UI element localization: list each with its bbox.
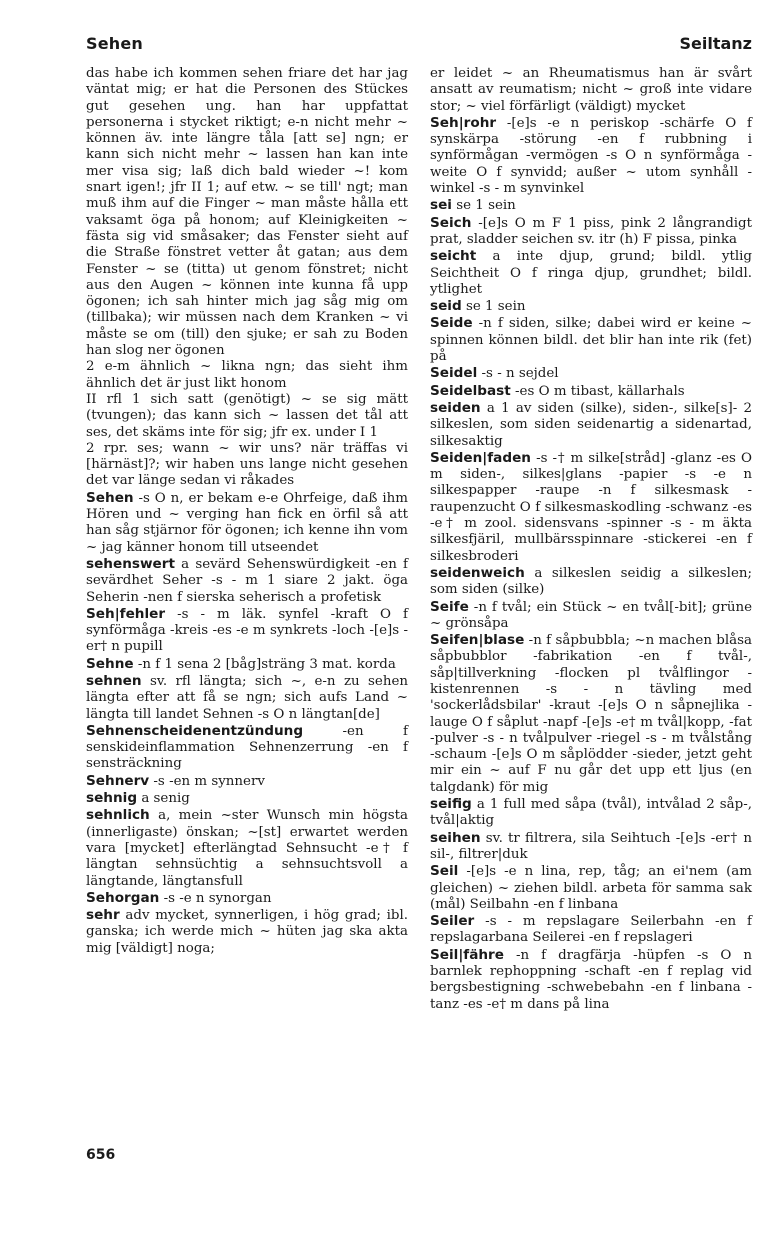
headword: Seh|rohr — [430, 114, 497, 131]
headword: Sehnenscheidenentzündung — [86, 722, 304, 739]
headword: Seh|fehler — [86, 605, 166, 622]
headword: sehenswert — [86, 555, 175, 572]
dictionary-entry — [86, 890, 408, 907]
dictionary-entry — [430, 400, 752, 450]
dictionary-entry — [430, 599, 752, 633]
entry-continuation — [86, 441, 408, 490]
dictionary-entry — [430, 913, 752, 947]
headword: Seiler — [430, 913, 475, 930]
headword: Sehne — [86, 655, 134, 672]
entry-text: -s -e n synorgan — [159, 890, 272, 906]
entry-text: er leidet ~ an Rheumatismus han är svårt ansatt av reumatism; nicht ~ groß inte vidare stor; ~ viel förfärligt (väldigt) mycket — [430, 66, 752, 114]
entry-text: -s - m läk. synfel -kraft O f synförmåga -kreis -es -e m synkrets -loch -[e]s -er† n pupill — [86, 606, 408, 655]
dictionary-entry — [430, 863, 752, 913]
headword: Seidel — [430, 365, 478, 382]
entry-continuation — [86, 66, 408, 359]
dictionary-entry — [86, 656, 408, 673]
headword: seid — [430, 298, 462, 315]
headword: sehnlich — [86, 807, 150, 824]
entry-text: se 1 sein — [451, 198, 516, 214]
dictionary-entry — [86, 490, 408, 556]
headword: Seil|fähre — [430, 946, 504, 963]
running-head-left: Sehen — [86, 34, 144, 53]
entry-text: a silkeslen seidig a silkeslen; som siden (silke) — [430, 565, 752, 598]
headword: seifig — [430, 796, 472, 813]
entry-text: a sevärd Sehenswürdigkeit -en f sevärdhet Seher -s - m 1 siare 2 jakt. öga Seherin -nen f sierska seherisch a profetisk — [86, 556, 408, 605]
entry-text: a inte djup, grund; bildl. ytlig Seichtheit O f ringa djup, grundhet; bildl. ytlighet — [430, 249, 752, 297]
headword: Seil — [430, 863, 459, 880]
entry-text: a 1 av siden (silke), siden-, silke[s]- 2 silkeslen, som siden seidenartig a sidenartad, silkesaktig — [430, 400, 752, 449]
entry-text: 2 rpr. ses; wann ~ wir uns? när träffas vi [härnäst]?; wir haben uns lange nicht gesehen det var länge sedan vi råkades — [86, 440, 408, 489]
headword: Sehnerv — [86, 772, 150, 789]
entry-text: se 1 sein — [461, 299, 526, 315]
dictionary-entry — [430, 450, 752, 565]
dictionary-entry — [86, 790, 408, 807]
entry-text: sv. tr filtrera, sila Seihtuch -[e]s -er† n sil-, filtrer|duk — [430, 830, 752, 862]
headword: seicht — [430, 248, 477, 265]
headword: Sehen — [86, 489, 134, 506]
entry-text: -en f senskideinflammation Sehnenzerrung -en f sensträckning — [86, 723, 408, 772]
entry-continuation — [86, 392, 408, 441]
headword: seiden — [430, 399, 481, 416]
dictionary-entry — [86, 807, 408, 889]
headword: Seidelbast — [430, 382, 511, 399]
entry-text: -n f dragfärja -hüpfen -s O n barnlek rephoppning -schaft -en f replag vid bergsbestigning -schwebebahn -en f linbana -tanz -es -e† m dans på lina — [430, 947, 752, 1012]
entry-text: -n f såpbubbla; ~n machen blåsa såpbubblor -fabrikation -en f tvål-, såp|tillverkning -flocken pl tvålflingor -kistenrennen -s - n tävling med 'sockerlådsbilar' -kraut -[e]s O n såpnejlika -lauge O f såplut -napf -[e]s -e† m tvål|kopp, -fat -pulver -s - n tvålpulver -riegel -s - m tvålstång -schaum -[e]s O m såplödder -sieder, jetzt geht mir ein ~ auf F nu går det upp ett ljus (en talgdank) för mig — [430, 633, 752, 795]
dictionary-entry — [430, 796, 752, 830]
entry-text: -[e]s -e n lina, rep, tåg; an ei'nem (am gleichen) ~ ziehen bildl. arbeta för samma sak (mål) Seilbahn -en f linbana — [430, 864, 752, 912]
headword: Sehorgan — [86, 889, 160, 906]
entry-text: -n f siden, silke; dabei wird er keine ~ spinnen können bildl. det blir han inte rik (fet) på — [430, 316, 752, 365]
dictionary-entry — [430, 315, 752, 365]
dictionary-entry — [430, 248, 752, 298]
headword: seihen — [430, 829, 481, 846]
entry-text: a, mein ~ster Wunsch min högsta (innerligaste) önskan; ~[st] erwartet werden vara [mycket] efterlängtad Sehnsucht -e† f längtan sehnsüchtig a sehnsuchtsvoll a längtande, längtansfull — [86, 808, 408, 889]
entry-text: II rfl 1 sich satt (genötigt) ~ se sig mätt (tvungen); das kann sich ~ lassen det tål att ses, det skäms inte för sig; jfr ex. under I 1 — [86, 391, 408, 440]
headword: Seifen|blase — [430, 632, 525, 649]
entry-text: -s -en m synnerv — [149, 773, 265, 789]
entry-text: 2 e-m ähnlich ~ likna ngn; das sieht ihm ähnlich det är just likt honom — [86, 359, 408, 391]
dictionary-entry — [430, 215, 752, 249]
entry-continuation — [430, 66, 752, 115]
entry-continuation — [86, 359, 408, 392]
dictionary-entry — [430, 632, 752, 796]
entry-text: -es O m tibast, källarhals — [510, 383, 685, 399]
entry-text: a 1 full med såpa (tvål), intvålad 2 såp-, tvål|aktig — [430, 797, 752, 829]
headword: sehr — [86, 907, 120, 924]
headword: sehnig — [86, 790, 138, 807]
entry-text: das habe ich kommen sehen friare det har jag väntat mig; er hat die Personen des Stückes gut gesehen ung. han har uppfattat personerna i stycket riktigt; e-n nicht mehr ~ können äv. inte längre tåla [att se] ngn; er kann sich nicht mehr ~ lassen han kan inte mer visa sig; laß dich bald wieder ~! kom snart igen!; jfr II 1; auf etw. ~ se till' ngt; man muß ihm auf die Finger ~ man måste hålla ett vaksamt öga på honom; auf Kleinigkeiten ~ fästa sig vid småsaker; das Fenster sieht auf die Straße fönstret vetter åt gatan; aus dem Fenster ~ se (titta) ut genom fönstret; nicht aus den Augen ~ können inte kunna få upp ögonen; ich sah hinter mich jag såg mig om (tillbaka); wir müssen nach dem Kranken ~ vi måste se om (till) den sjuke; er sah zu Boden han slog ner ögonen — [86, 66, 408, 359]
running-head-right: Seiltanz — [679, 34, 752, 53]
headword: sei — [430, 197, 452, 214]
dictionary-entry — [86, 773, 408, 790]
dictionary-entry — [430, 947, 752, 1013]
page-number: 656 — [86, 1147, 116, 1163]
entry-text: -[e]s -e n periskop -schärfe O f synskärpa -störung -en f rubbning i synförmågan -vermögen -s O n synförmåga -weite O f synvidd; außer ~ utom synhåll -winkel -s - m synvinkel — [430, 115, 752, 197]
dictionary-entry — [430, 565, 752, 599]
headword: Seide — [430, 315, 473, 332]
dictionary-entry — [430, 197, 752, 214]
dictionary-entry — [86, 673, 408, 723]
dictionary-entry — [430, 365, 752, 382]
entry-text: -n f tvål; ein Stück ~ en tvål[-bit]; grüne ~ grönsåpa — [430, 599, 752, 631]
headword: Seiden|faden — [430, 449, 531, 466]
dictionary-entry — [86, 723, 408, 773]
dictionary-entry — [430, 383, 752, 400]
right-column — [430, 66, 752, 1013]
entry-text: adv mycket, synnerligen, i hög grad; ibl. ganska; ich werde mich ~ hüten jag ska akta mig [väldigt] noga; — [86, 908, 408, 956]
entry-text: -s - m repslagare Seilerbahn -en f repslagarbana Seilerei -en f repslageri — [430, 914, 752, 946]
left-column — [86, 66, 408, 957]
headword: seidenweich — [430, 564, 525, 581]
entry-text: -n f 1 sena 2 [båg]sträng 3 mat. korda — [133, 656, 396, 672]
headword: Seich — [430, 214, 472, 231]
dictionary-entry — [86, 606, 408, 656]
dictionary-entry — [86, 907, 408, 957]
entry-text: a senig — [137, 791, 190, 807]
entry-text: -s - n sejdel — [477, 366, 559, 382]
entry-text: -[e]s O m F 1 piss, pink 2 långrandigt prat, sladder seichen sv. itr (h) F pissa, pinka — [430, 215, 752, 247]
dictionary-entry — [86, 556, 408, 606]
entry-text: -s O n, er bekam e-e Ohrfeige, daß ihm Hören und ~ verging han fick en örfil så att han såg stjärnor för ögonen; ich kenne ihn vom ~ jag känner honom till utseendet — [86, 490, 408, 555]
headword: sehnen — [86, 672, 142, 689]
dictionary-entry — [430, 830, 752, 864]
dictionary-entry — [430, 115, 752, 197]
entry-text: -s -† m silke[stråd] -glanz -es O m siden-, silkes|glans -papier -s -e n silkespapper -raupe -n f silkesmask -raupenzucht O f silkesmaskodling -schwanz -es -e† m zool. sidensvans -spinner -s - m äkta silkesfjäril, mullbärsspinnare -stickerei -en f silkesbroderi — [430, 450, 752, 564]
headword: Seife — [430, 598, 469, 615]
entry-text: sv. rfl längta; sich ~, e-n zu sehen längta efter att få se ngn; sich aufs Land ~ längta till landet Sehnen -s O n längtan[de] — [86, 673, 408, 722]
dictionary-entry — [430, 298, 752, 315]
